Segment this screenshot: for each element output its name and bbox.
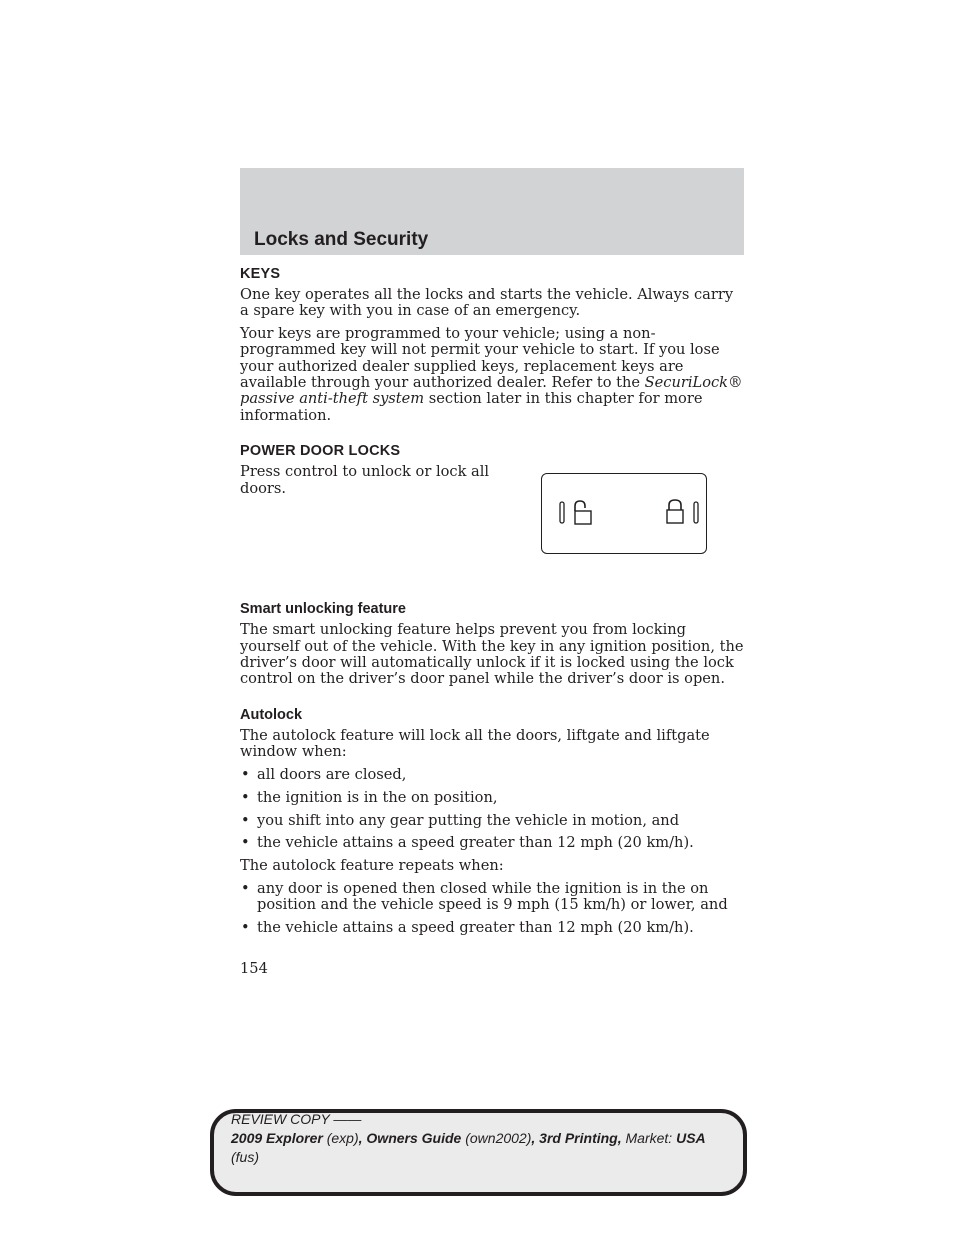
smart-unlocking-heading: Smart unlocking feature [240, 601, 406, 618]
guide-code: (own2002) [461, 1130, 532, 1146]
keys-paragraph-2-text-a: Your keys are programmed to your vehicle; using a non-programmed key will not permit your vehicle to start. If you lose your authorized dealer supplied keys, replacement keys are available through your authorized dealer. Refer to the [240, 324, 720, 392]
securilock-reference: SecuriLock® passive anti-theft system [240, 374, 743, 408]
autolock-intro: The autolock feature will lock all the doors, liftgate and liftgate window when: [240, 726, 710, 761]
autolock-repeat-list [240, 881, 744, 937]
printing-label: , 3rd Printing, [531, 1130, 622, 1146]
model-name: 2009 Explorer [231, 1130, 323, 1146]
list-item [240, 835, 744, 851]
bullet-icon: • [241, 834, 250, 852]
bullet-icon: • [241, 788, 250, 806]
market-label: Market: [621, 1130, 677, 1146]
lock-icon [667, 500, 683, 523]
list-item [240, 813, 744, 829]
bullet-icon: • [241, 765, 250, 783]
list-item [240, 790, 744, 806]
list-item-text: any door is opened then closed while the ignition is in the on position and the vehicle speed is 9 mph (15 km/h) or lower, and [257, 879, 728, 914]
autolock-repeat-intro: The autolock feature repeats when: [240, 857, 504, 875]
keys-heading: KEYS [240, 266, 281, 282]
smart-unlocking-paragraph: The smart unlocking feature helps prevent you from locking yourself out of the vehicle. With the key in any ignition position, the driver’s door will automatically unlock if it is locked using the lock control on the driver’s door panel while the driver’s door is open. [240, 621, 744, 688]
autolock-conditions-list [240, 767, 744, 852]
bullet-icon: • [241, 879, 250, 897]
lock-side-bar [694, 502, 698, 523]
list-item-text: you shift into any gear putting the vehicle in motion, and [257, 811, 680, 829]
list-item [240, 767, 744, 783]
unlock-side-bar [560, 502, 564, 523]
list-item-text: the ignition is in the on position, [257, 788, 498, 806]
review-copy-details [231, 1129, 741, 1148]
section-title: Locks and Security [254, 229, 429, 250]
section-header [240, 168, 744, 255]
keys-paragraph-2 [240, 326, 744, 424]
review-copy-footer [231, 1110, 741, 1167]
power-door-locks-row [240, 464, 744, 601]
door-lock-switch-graphic [542, 474, 708, 555]
review-copy-label: REVIEW COPY —— [231, 1111, 362, 1127]
list-item [240, 881, 744, 914]
guide-name: , Owners Guide [358, 1130, 462, 1146]
bullet-icon: • [241, 919, 250, 937]
autolock-heading: Autolock [240, 706, 303, 723]
page-number: 154 [240, 960, 268, 977]
list-item-text: all doors are closed, [257, 765, 407, 783]
door-lock-switch-illustration [541, 473, 707, 554]
power-door-locks-heading: POWER DOOR LOCKS [240, 443, 401, 460]
market-code: (fus) [231, 1149, 259, 1165]
market-value: USA [676, 1130, 706, 1146]
list-item-text: the vehicle attains a speed greater than 12 mph (20 km/h). [257, 919, 694, 937]
bullet-icon: • [241, 811, 250, 829]
keys-paragraph-2-text-b: section later in this chapter for more information. [240, 390, 703, 424]
model-code: (exp) [322, 1130, 359, 1146]
page-content [240, 266, 744, 943]
list-item-text: the vehicle attains a speed greater than 12 mph (20 km/h). [257, 834, 694, 852]
list-item [240, 920, 744, 936]
unlock-icon [575, 501, 591, 524]
power-door-locks-paragraph: Press control to unlock or lock all doors. [240, 463, 490, 497]
keys-paragraph-1: One key operates all the locks and starts the vehicle. Always carry a spare key with you in case of an emergency. [240, 286, 734, 320]
